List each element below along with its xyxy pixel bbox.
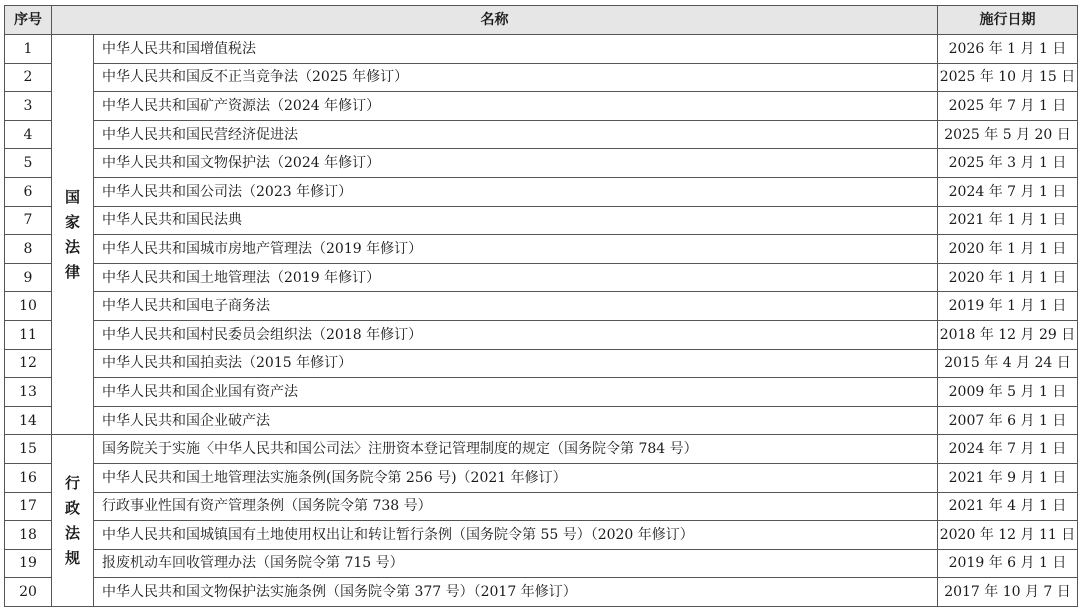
table-row — [5, 177, 1078, 206]
category-label — [52, 435, 94, 607]
row-seq: 5 — [5, 149, 52, 178]
table-row — [5, 435, 1078, 464]
row-date: 2024 年 7 月 1 日 — [938, 177, 1078, 206]
header-row — [5, 6, 1078, 35]
row-date: 2019 年 1 月 1 日 — [938, 292, 1078, 321]
table-row — [5, 349, 1078, 378]
row-date: 2021 年 1 月 1 日 — [938, 206, 1078, 235]
row-seq: 2 — [5, 63, 52, 92]
table-row — [5, 320, 1078, 349]
row-date: 2025 年 3 月 1 日 — [938, 149, 1078, 178]
row-date: 2025 年 10 月 15 日 — [938, 63, 1078, 92]
row-seq: 8 — [5, 235, 52, 264]
row-date: 2021 年 4 月 1 日 — [938, 492, 1078, 521]
row-date: 2015 年 4 月 24 日 — [938, 349, 1078, 378]
row-name: 中华人民共和国拍卖法（2015 年修订） — [94, 349, 938, 378]
row-name: 中华人民共和国文物保护法（2024 年修订） — [94, 149, 938, 178]
row-seq: 14 — [5, 406, 52, 435]
row-date: 2021 年 9 月 1 日 — [938, 463, 1078, 492]
row-name: 报废机动车回收管理办法（国务院令第 715 号） — [94, 549, 938, 578]
row-name: 中华人民共和国土地管理法（2019 年修订） — [94, 263, 938, 292]
row-date: 2020 年 12 月 11 日 — [938, 521, 1078, 550]
row-name: 中华人民共和国公司法（2023 年修订） — [94, 177, 938, 206]
table-row — [5, 549, 1078, 578]
row-seq: 17 — [5, 492, 52, 521]
row-name: 中华人民共和国文物保护法实施条例（国务院令第 377 号）（2017 年修订） — [94, 578, 938, 607]
table-row — [5, 92, 1078, 121]
row-seq: 11 — [5, 320, 52, 349]
table-row — [5, 235, 1078, 264]
row-date: 2024 年 7 月 1 日 — [938, 435, 1078, 464]
row-name: 中华人民共和国矿产资源法（2024 年修订） — [94, 92, 938, 121]
row-seq: 3 — [5, 92, 52, 121]
row-date: 2026 年 1 月 1 日 — [938, 35, 1078, 64]
table-row — [5, 263, 1078, 292]
row-seq: 4 — [5, 120, 52, 149]
row-seq: 18 — [5, 521, 52, 550]
row-seq: 7 — [5, 206, 52, 235]
row-seq: 15 — [5, 435, 52, 464]
category-text: 行政法规 — [64, 473, 80, 567]
row-name: 中华人民共和国城市房地产管理法（2019 年修订） — [94, 235, 938, 264]
section-national-laws — [5, 35, 1078, 435]
row-seq: 19 — [5, 549, 52, 578]
table-row — [5, 63, 1078, 92]
row-seq: 9 — [5, 263, 52, 292]
header-seq: 序号 — [5, 6, 52, 35]
regulations-table — [4, 5, 1078, 607]
row-name: 中华人民共和国民法典 — [94, 206, 938, 235]
row-seq: 20 — [5, 578, 52, 607]
table-row — [5, 120, 1078, 149]
table-row — [5, 292, 1078, 321]
row-name: 中华人民共和国村民委员会组织法（2018 年修订） — [94, 320, 938, 349]
table-row — [5, 35, 1078, 64]
row-name: 中华人民共和国反不正当竞争法（2025 年修订） — [94, 63, 938, 92]
category-label — [52, 35, 94, 435]
row-date: 2009 年 5 月 1 日 — [938, 378, 1078, 407]
row-seq: 12 — [5, 349, 52, 378]
row-seq: 6 — [5, 177, 52, 206]
table-row — [5, 206, 1078, 235]
row-seq: 16 — [5, 463, 52, 492]
row-name: 国务院关于实施〈中华人民共和国公司法〉注册资本登记管理制度的规定（国务院令第 784 号） — [94, 435, 938, 464]
row-name: 中华人民共和国民营经济促进法 — [94, 120, 938, 149]
table-row — [5, 149, 1078, 178]
row-date: 2020 年 1 月 1 日 — [938, 263, 1078, 292]
row-date: 2017 年 10 月 7 日 — [938, 578, 1078, 607]
row-date: 2007 年 6 月 1 日 — [938, 406, 1078, 435]
row-seq: 1 — [5, 35, 52, 64]
category-text: 国家法律 — [64, 187, 80, 281]
row-name: 中华人民共和国城镇国有土地使用权出让和转让暂行条例（国务院令第 55 号）（2020 年修订） — [94, 521, 938, 550]
row-seq: 13 — [5, 378, 52, 407]
table-row — [5, 578, 1078, 607]
row-name: 中华人民共和国企业破产法 — [94, 406, 938, 435]
table-row — [5, 463, 1078, 492]
row-name: 行政事业性国有资产管理条例（国务院令第 738 号） — [94, 492, 938, 521]
row-date: 2019 年 6 月 1 日 — [938, 549, 1078, 578]
row-date: 2020 年 1 月 1 日 — [938, 235, 1078, 264]
table-row — [5, 521, 1078, 550]
row-name: 中华人民共和国增值税法 — [94, 35, 938, 64]
table-row — [5, 406, 1078, 435]
row-date: 2025 年 5 月 20 日 — [938, 120, 1078, 149]
regulations-table-container — [4, 5, 1078, 607]
row-name: 中华人民共和国企业国有资产法 — [94, 378, 938, 407]
table-row — [5, 492, 1078, 521]
row-date: 2018 年 12 月 29 日 — [938, 320, 1078, 349]
table-row — [5, 378, 1078, 407]
row-name: 中华人民共和国土地管理法实施条例(国务院令第 256 号)（2021 年修订） — [94, 463, 938, 492]
header-name: 名称 — [52, 6, 938, 35]
row-name: 中华人民共和国电子商务法 — [94, 292, 938, 321]
header-date: 施行日期 — [938, 6, 1078, 35]
row-seq: 10 — [5, 292, 52, 321]
row-date: 2025 年 7 月 1 日 — [938, 92, 1078, 121]
section-administrative-regulations — [5, 435, 1078, 607]
